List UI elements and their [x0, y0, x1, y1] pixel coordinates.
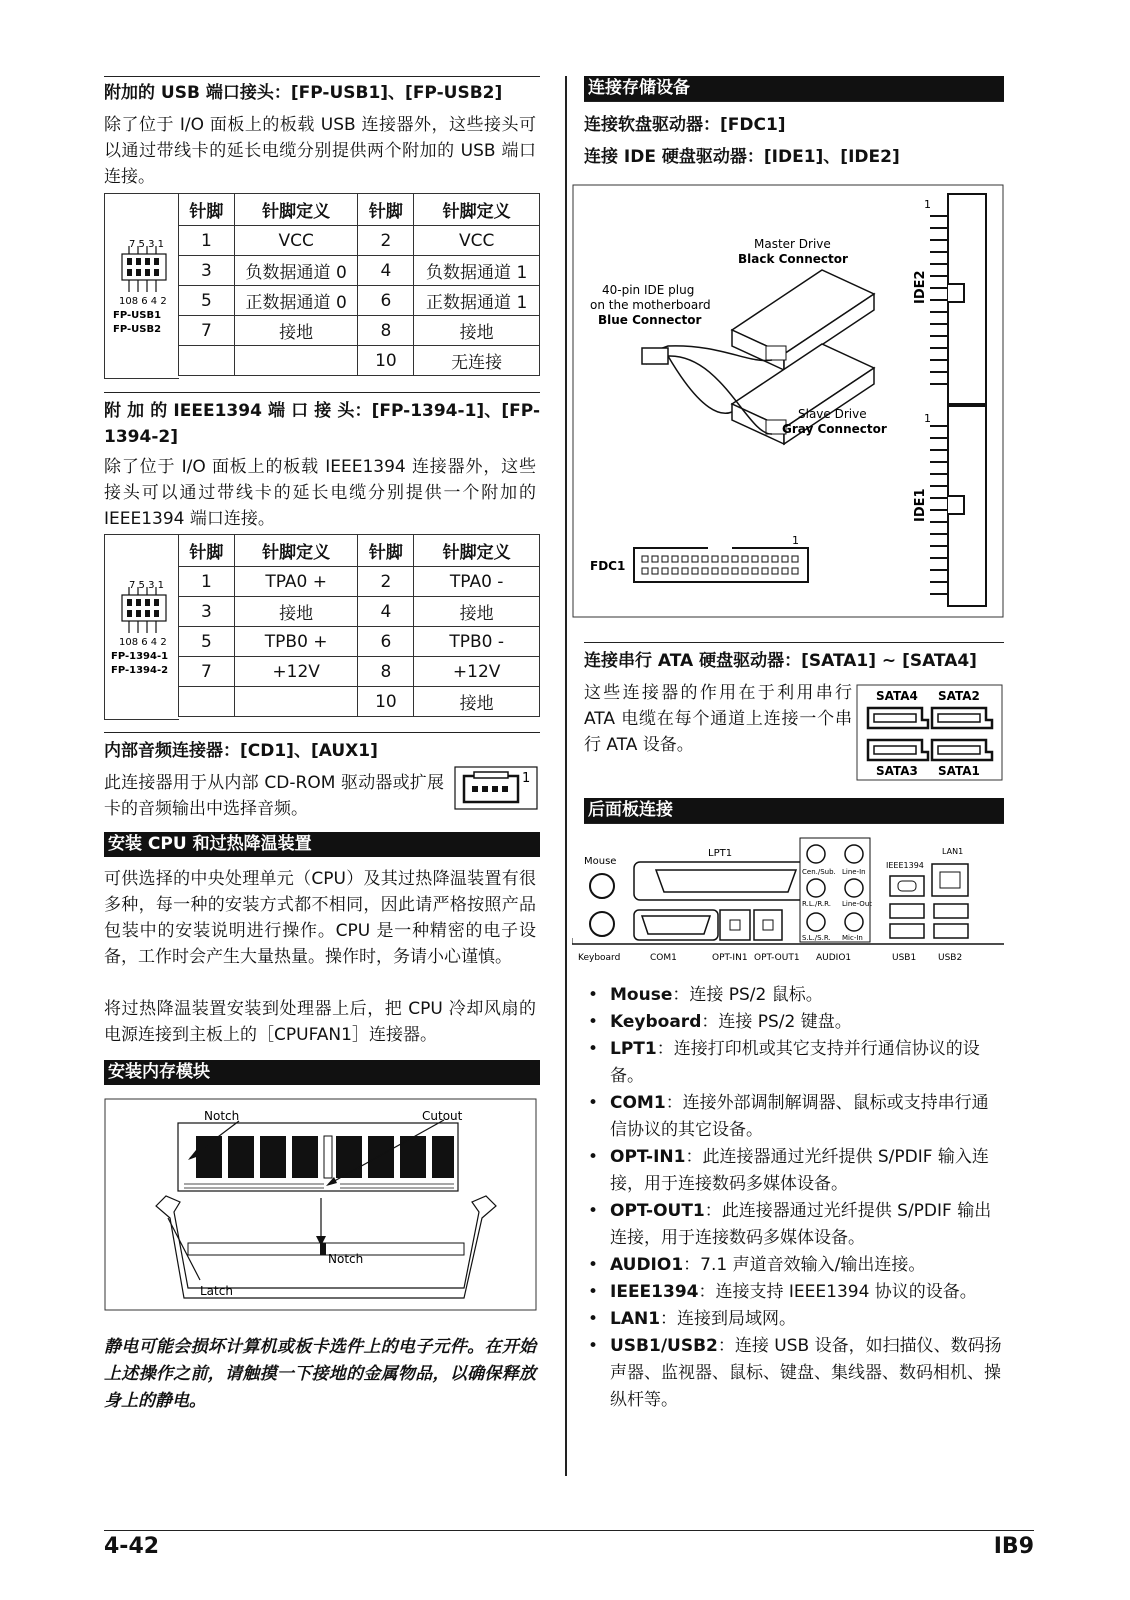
table-row [179, 597, 540, 627]
list-item [598, 1306, 1004, 1333]
on-motherboard-label: on the motherboard [590, 298, 711, 312]
footer-rule [104, 1530, 1034, 1531]
sata1-label: SATA1 [938, 764, 980, 778]
ieee1394-port-label: IEEE1394 [886, 861, 924, 870]
memory-section-bar: 安装内存模块 [104, 1060, 540, 1085]
sata4-label: SATA4 [876, 689, 918, 703]
table-row [179, 346, 540, 376]
fp-usb2-label: FP-USB2 [113, 324, 162, 335]
table-cell: 1 [179, 567, 235, 597]
section-rule [104, 732, 540, 733]
table-cell: 3 [179, 597, 235, 627]
audio-description: 此连接器用于从内部 CD-ROM 驱动器或扩展卡的音频输出中选择音频。 [104, 773, 444, 819]
black-connector-label: Black Connector [738, 252, 848, 266]
usb-header-diagram [105, 194, 179, 378]
list-item [598, 1036, 1004, 1090]
item-desc: ：此连接器通过光纤提供 S/PDIF 输出连接，用于连接数码多媒体设备。 [610, 1201, 992, 1248]
ieee-header-title: 附 加 的 IEEE1394 端 口 接 头：[FP-1394-1]、[FP-1394-2] [104, 401, 540, 447]
table-cell: 3 [179, 256, 235, 286]
lan1-port-label: LAN1 [942, 847, 964, 856]
fp-1394-2-label: FP-1394-2 [111, 665, 169, 676]
usb-description: 除了位于 I/O 面板上的板载 USB 连接器外，这些接头可以通过带线卡的延长电缆分别提供两个附加的 USB 端口连接。 [104, 115, 536, 187]
fdc-title: 连接软盘驱动器：[FDC1] [584, 115, 786, 135]
section-rule [584, 101, 1004, 102]
table-cell: 正数据通道 1 [414, 286, 540, 316]
ieee-description: 除了位于 I/O 面板上的板载 IEEE1394 连接器外，这些接头可以通过带线卡的延长电缆分别提供一个附加的 IEEE1394 端口连接。 [104, 457, 536, 529]
fp-1394-1-label: FP-1394-1 [111, 651, 169, 662]
usb-bottom-pin-numbers: 108 6 4 2 [119, 296, 167, 307]
fdc1-label: FDC1 [590, 559, 626, 573]
audio-header-title: 内部音频连接器：[CD1]、[AUX1] [104, 741, 378, 761]
master-drive-label: Master Drive [754, 237, 831, 251]
col-header: 针脚 [358, 194, 414, 226]
memory-install-diagram [104, 1098, 538, 1312]
table-cell: VCC [414, 226, 540, 256]
table-cell: 2 [358, 567, 414, 597]
rear-panel-diagram [572, 834, 1006, 970]
col-header: 针脚 [179, 535, 235, 567]
com1-label: COM1 [650, 953, 677, 963]
list-item [598, 1279, 1004, 1306]
rl-rr-label: R.L./R.R. [802, 900, 832, 908]
column-divider [565, 76, 567, 1476]
notch-bottom-label: Notch [328, 1252, 364, 1266]
ieee-pin-table-block [104, 534, 540, 719]
item-desc: ：连接支持 IEEE1394 协议的设备。 [698, 1282, 977, 1302]
list-item [598, 1090, 1004, 1144]
section-rule [104, 76, 540, 77]
cutout-label: Cutout [422, 1109, 463, 1123]
ieee-header-diagram [105, 535, 179, 719]
item-desc: ：连接到局域网。 [660, 1309, 797, 1329]
item-term: Keyboard [610, 1012, 702, 1032]
list-item [598, 1252, 1004, 1279]
latch-label: Latch [200, 1284, 233, 1298]
item-desc: ：连接打印机或其它支持并行通信协议的设备。 [610, 1039, 980, 1086]
ieee-diagram-cell [104, 534, 179, 720]
usb-pin-table [178, 193, 540, 376]
table-cell: TPB0 - [414, 627, 540, 657]
usb-header-title: 附加的 USB 端口接头：[FP-USB1]、[FP-USB2] [104, 83, 503, 103]
table-row [179, 286, 540, 316]
opt-in1-label: OPT-IN1 [712, 953, 748, 963]
usb-pin-table-block [104, 193, 540, 378]
table-cell: 8 [358, 657, 414, 687]
audio1-label: AUDIO1 [816, 953, 852, 963]
slave-drive-label: Slave Drive [798, 407, 867, 421]
table-cell: 接地 [234, 597, 358, 627]
ide1-pin1-label: 1 [924, 412, 931, 425]
table-cell: 2 [358, 226, 414, 256]
mic-in-label: Mic-In [842, 934, 863, 942]
table-cell: +12V [414, 657, 540, 687]
sata-title: 连接串行 ATA 硬盘驱动器：[SATA1] ~ [SATA4] [584, 651, 977, 671]
table-cell: 10 [358, 687, 414, 717]
col-header: 针脚 [179, 194, 235, 226]
table-cell: +12V [234, 657, 358, 687]
ide-fdc-diagram [572, 184, 1006, 620]
item-desc: ：连接 USB 设备，如扫描仪、数码扬声器、监视器、鼠标、键盘、集线器、数码相机、操纵杆等。 [610, 1336, 1002, 1410]
ide2-label: IDE2 [913, 270, 928, 304]
ieee-pin-table [178, 534, 540, 717]
pin1-label: 1 [522, 771, 531, 786]
table-cell: 5 [179, 627, 235, 657]
sata2-label: SATA2 [938, 689, 980, 703]
ide2-pin1-label: 1 [924, 198, 931, 211]
table-cell: 4 [358, 597, 414, 627]
table-cell: TPA0 - [414, 567, 540, 597]
table-cell: 8 [358, 316, 414, 346]
table-cell: 6 [358, 286, 414, 316]
page-number: 4-42 [104, 1534, 160, 1559]
col-header: 针脚定义 [234, 535, 358, 567]
table-cell: 接地 [414, 316, 540, 346]
item-term: OPT-IN1 [610, 1147, 686, 1167]
usb-diagram-cell [104, 193, 179, 379]
table-cell: VCC [234, 226, 358, 256]
table-cell: 7 [179, 657, 235, 687]
item-desc: ：连接 PS/2 键盘。 [701, 1012, 852, 1032]
table-cell: 4 [358, 256, 414, 286]
table-row [179, 657, 540, 687]
storage-section-bar: 连接存储设备 [584, 76, 1004, 101]
item-desc: ：此连接器通过光纤提供 S/PDIF 输入连接，用于连接数码多媒体设备。 [610, 1147, 989, 1194]
table-row [179, 687, 540, 717]
item-term: LAN1 [610, 1309, 661, 1329]
usb1-label: USB1 [892, 953, 917, 963]
cpu-section-bar: 安装 CPU 和过热降温装置 [104, 832, 540, 857]
table-cell: 接地 [234, 316, 358, 346]
ide-plug-label: 40-pin IDE plug [602, 283, 695, 297]
sl-sr-label: S.L./S.R. [802, 934, 831, 942]
rear-panel-list [584, 982, 1004, 1414]
item-desc: ：7.1 声道音效输入/输出连接。 [683, 1255, 926, 1275]
table-row [179, 226, 540, 256]
table-cell: 接地 [414, 687, 540, 717]
table-row [179, 256, 540, 286]
usb2-label: USB2 [938, 953, 963, 963]
col-header: 针脚定义 [414, 535, 540, 567]
item-term: IEEE1394 [610, 1282, 699, 1302]
table-cell: 7 [179, 316, 235, 346]
item-desc: ：连接 PS/2 鼠标。 [672, 985, 823, 1005]
opt-out1-label: OPT-OUT1 [754, 953, 800, 963]
table-cell: 负数据通道 1 [414, 256, 540, 286]
cpu-paragraph-2: 将过热降温装置安装到处理器上后，把 CPU 冷却风扇的电源连接到主板上的［CPUFAN1］连接器。 [104, 999, 536, 1045]
keyboard-label: Keyboard [578, 953, 621, 963]
rear-panel-bar: 后面板连接 [584, 798, 1004, 823]
section-rule [584, 823, 1004, 824]
table-cell: 无连接 [414, 346, 540, 376]
usb-top-pin-numbers: 7 5 3 1 [129, 239, 164, 250]
blue-connector-label: Blue Connector [598, 313, 702, 327]
table-row [179, 316, 540, 346]
table-cell: 接地 [414, 597, 540, 627]
item-term: OPT-OUT1 [610, 1201, 705, 1221]
line-in-label: Line-In [842, 868, 866, 876]
item-term: AUDIO1 [610, 1255, 684, 1275]
table-cell [179, 346, 235, 376]
list-item [598, 1198, 1004, 1252]
ide-title: 连接 IDE 硬盘驱动器：[IDE1]、[IDE2] [584, 147, 900, 167]
audio-connector-diagram [454, 766, 540, 812]
cpu-paragraph-1: 可供选择的中央处理单元（CPU）及其过热降温装置有很多种，每一种的安装方式都不相同，因此请严格按照产品包装中的安装说明进行操作。CPU 是一种精密的电子设备，工作时会产生大量热量。操作时，务请小心谨慎。 [104, 869, 536, 967]
table-cell: 6 [358, 627, 414, 657]
list-item [598, 1333, 1004, 1414]
list-item [598, 1144, 1004, 1198]
mouse-label: Mouse [584, 856, 617, 867]
table-cell: 10 [358, 346, 414, 376]
list-item [598, 982, 1004, 1009]
table-cell: 负数据通道 0 [234, 256, 358, 286]
table-cell: 5 [179, 286, 235, 316]
item-term: LPT1 [610, 1039, 657, 1059]
list-item [598, 1009, 1004, 1036]
col-header: 针脚 [358, 535, 414, 567]
item-desc: ：连接外部调制解调器、鼠标或支持串行通信协议的其它设备。 [610, 1093, 989, 1140]
section-rule [584, 642, 1004, 643]
gray-connector-label: Gray Connector [782, 422, 887, 436]
ieee-top-pin-numbers: 7 5 3 1 [129, 580, 164, 591]
notch-top-label: Notch [204, 1109, 240, 1123]
table-cell: TPA0 + [234, 567, 358, 597]
table-header-row [179, 535, 540, 567]
table-cell: TPB0 + [234, 627, 358, 657]
table-cell: 1 [179, 226, 235, 256]
static-warning: 静电可能会损坏计算机或板卡选件上的电子元件。在开始上述操作之前，请触摸一下接地的金属物品，以确保释放身上的静电。 [104, 1337, 536, 1411]
table-cell [179, 687, 235, 717]
item-term: COM1 [610, 1093, 666, 1113]
item-term: USB1/USB2 [610, 1336, 718, 1356]
section-rule [104, 392, 540, 393]
table-row [179, 627, 540, 657]
table-cell [234, 687, 358, 717]
table-row [179, 567, 540, 597]
col-header: 针脚定义 [414, 194, 540, 226]
sata-connectors-diagram [856, 684, 1004, 782]
sata-description: 这些连接器的作用在于利用串行 ATA 电缆在每个通道上连接一个串行 ATA 设备。 [584, 683, 852, 755]
item-term: Mouse [610, 985, 673, 1005]
lpt1-label: LPT1 [708, 848, 733, 859]
ieee-bottom-pin-numbers: 108 6 4 2 [119, 637, 167, 648]
col-header: 针脚定义 [234, 194, 358, 226]
sata3-label: SATA3 [876, 764, 918, 778]
fp-usb1-label: FP-USB1 [113, 310, 162, 321]
table-header-row [179, 194, 540, 226]
fdc-pin1-label: 1 [792, 534, 799, 547]
table-cell [234, 346, 358, 376]
line-out-label: Line-Out [842, 900, 872, 908]
model-name: IB9 [993, 1534, 1034, 1559]
table-cell: 正数据通道 0 [234, 286, 358, 316]
ide1-label: IDE1 [913, 488, 928, 522]
cen-sub-label: Cen./Sub. [802, 868, 836, 876]
